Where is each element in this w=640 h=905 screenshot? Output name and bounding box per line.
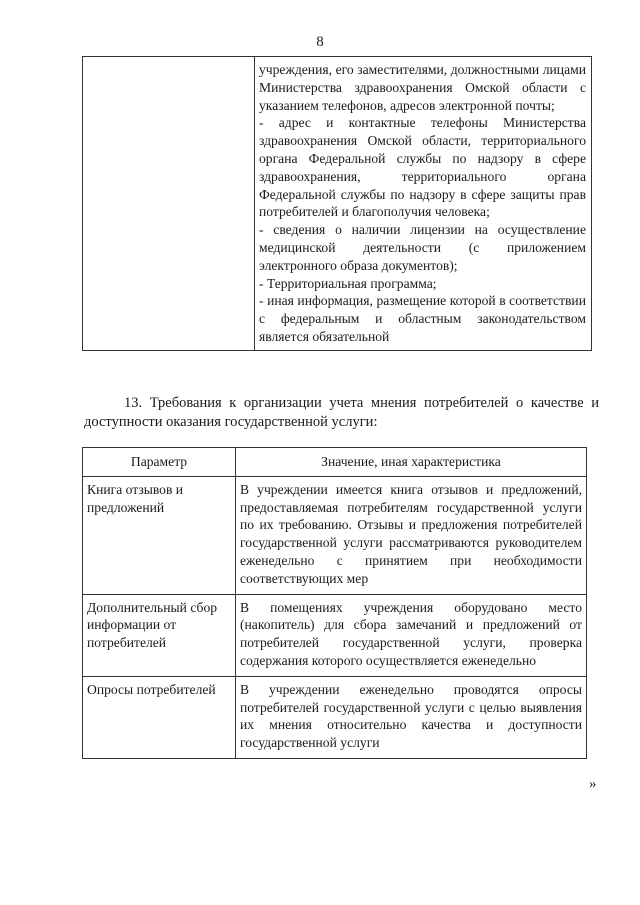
table-row: [83, 676, 587, 758]
table-row: [83, 57, 592, 351]
list-item: - сведения о наличии лицензии на осуществление медицинской деятельности (с приложением электронного образа документов);: [259, 222, 586, 273]
list-item: - адрес и контактные телефоны Министерства здравоохранения Омской области, территориального органа Федеральной службы по надзору в сфере здравоохранения, территориального органа Федеральной службы по надзору в сфере защиты прав потребителей и благополучия человека;: [259, 115, 586, 220]
table-row: [83, 476, 587, 594]
feedback-requirements-table: [82, 447, 587, 759]
value-cell: В помещениях учреждения оборудовано место (накопитель) для сбора замечаний и предложений от потребителей государственной услуги, проверка содержания которого осуществляется еженедельно: [236, 594, 587, 676]
empty-parameter-cell: [83, 57, 255, 351]
header-parameter: Параметр: [83, 448, 236, 477]
list-item: учреждения, его заместителями, должностными лицами Министерства здравоохранения Омской области с указанием телефонов, адресов электронной почты;: [259, 62, 586, 113]
page-number: 8: [316, 34, 324, 50]
param-cell: Дополнительный сбор информации от потребителей: [83, 594, 236, 676]
section-13-paragraph: 13. Требования к организации учета мнения потребителей о качестве и доступности оказания государственной услуги:: [84, 395, 599, 430]
header-value: Значение, иная характеристика: [236, 448, 587, 477]
value-cell: В учреждении имеется книга отзывов и предложений, предоставляемая потребителям государственной услуги по их требованию. Отзывы и предложения потребителей государственной услуги рассматриваются руководителем еженедельно с принятием при необходимости соответствующих мер: [236, 476, 587, 594]
list-item: - Территориальная программа;: [259, 275, 437, 291]
table-header-row: [83, 448, 587, 477]
param-cell: Опросы потребителей: [83, 676, 236, 758]
table-row: [83, 594, 587, 676]
list-item: - иная информация, размещение которой в соответствии с федеральным и областным законодательством является обязательной: [259, 293, 586, 344]
value-cell: В учреждении еженедельно проводятся опросы потребителей государственной услуги с целью выявления их мнения относительно качества и доступности государственной услуги: [236, 676, 587, 758]
info-content-cell: [255, 57, 592, 351]
closing-quote: »: [589, 776, 597, 792]
param-cell: Книга отзывов и предложений: [83, 476, 236, 594]
continued-info-table: [82, 56, 592, 351]
